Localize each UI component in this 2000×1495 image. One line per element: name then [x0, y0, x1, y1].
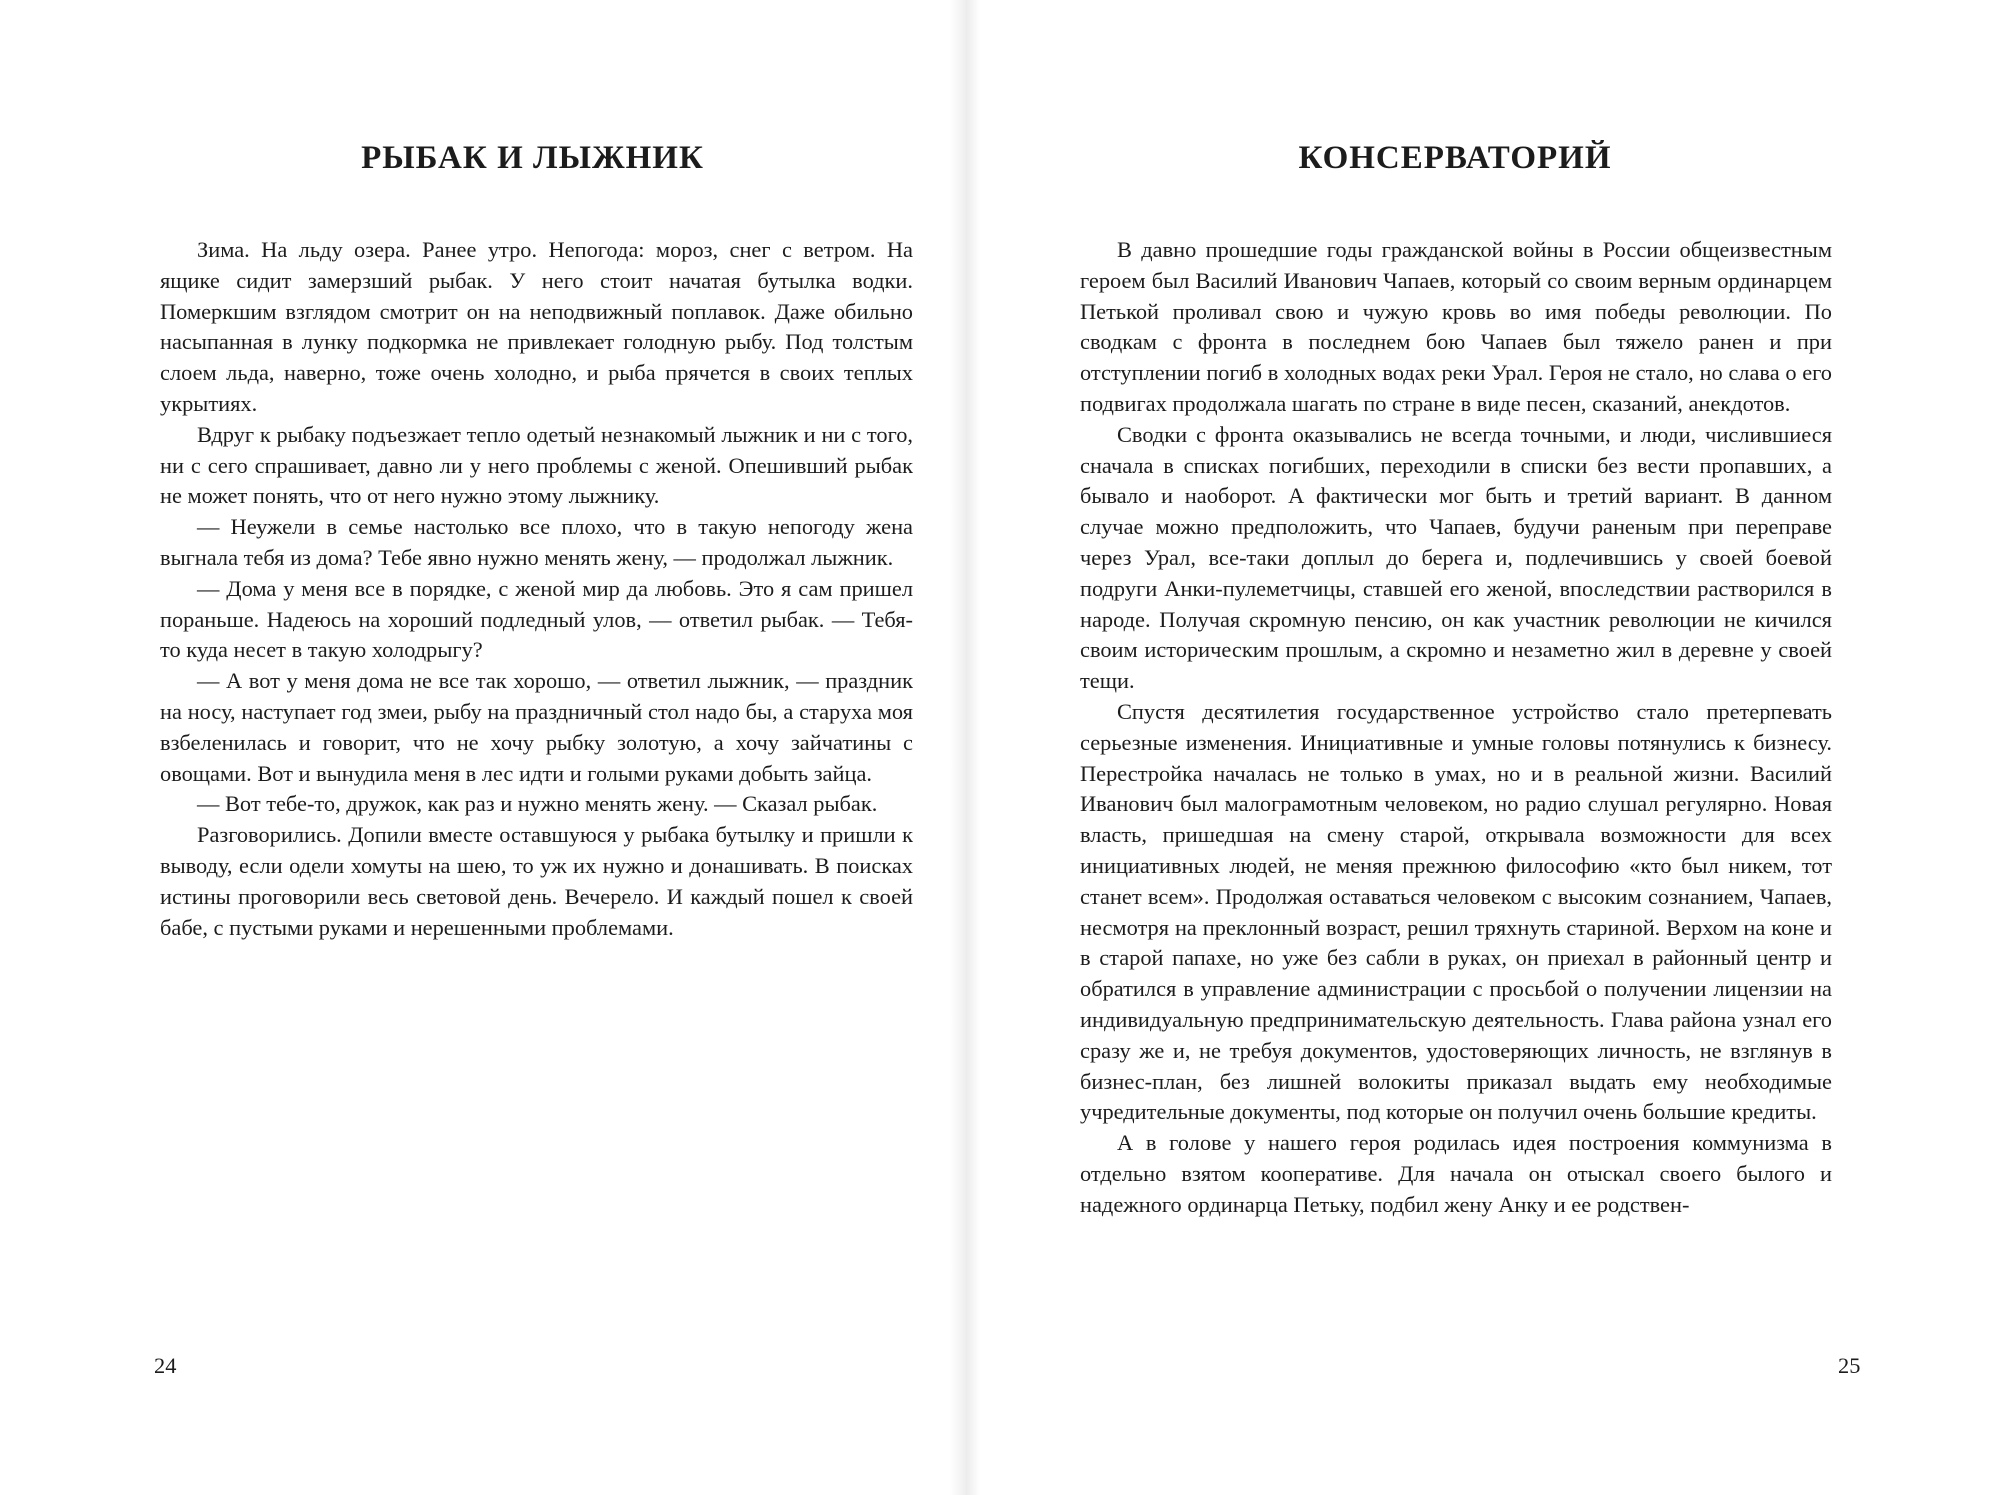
page-number: 25 — [1838, 1353, 1861, 1378]
left-page — [0, 0, 965, 1495]
right-page — [965, 0, 2000, 1495]
paragraph: Сводки с фронта оказывались не всегда точными, и люди, числившиеся сначала в списках погибших, переходили в списки без вести пропавших, а бывало и наоборот. А фактически мог быть и третий вариант. В данном случае можно предположить, что Чапаев, будучи раненым при переправе через Урал, все-таки доплыл до берега и, подлечившись у своей боевой подруги Анки-пулеметчицы, ставшей его женой, впоследствии растворился в народе. Получая скромную пенсию, он как участник революции не кичился своим историческим прошлым, а скромно и незаметно жил в деревне у своей тещи. — [1080, 421, 1832, 694]
paragraph: — Неужели в семье настолько все плохо, что в такую непогоду жена выгнала тебя из дома? Тебе явно нужно менять жену, — продолжал лыжник. — [160, 514, 913, 570]
story-text — [1080, 235, 1832, 1221]
paragraph: — Дома у меня все в порядке, с женой мир да любовь. Это я сам пришел пораньше. Надеюсь на хороший подледный улов, — ответил рыбак. — Тебя-то куда несет в такую холодрыгу? — [160, 575, 913, 663]
paragraph: Зима. На льду озера. Ранее утро. Непогода: мороз, снег с ветром. На ящике сидит замерзший рыбак. У него стоит начатая бутылка водки. Померкшим взглядом смотрит он на неподвижный поплавок. Даже обильно насыпанная в лунку подкормка не привлекает голодную рыбу. Под толстым слоем льда, наверно, тоже очень холодно, и рыба прячется в своих теплых укрытиях. — [160, 237, 913, 416]
paragraph: Вдруг к рыбаку подъезжает тепло одетый незнакомый лыжник и ни с того, ни с сего спрашивает, давно ли у него проблемы с женой. Опешивший рыбак не может понять, что от него нужно этому лыжнику. — [160, 421, 913, 509]
paragraph: Спустя десятилетия государственное устройство стало претерпевать серьезные изменения. Инициативные и умные головы потянулись к бизнесу. Перестройка началась не только в умах, но и в реальной жизни. Василий Иванович был малограмотным человеком, но радио слушал регулярно. Новая власть, пришедшая на смену старой, открывала возможности для всех инициативных людей, не меняя прежнюю философию «кто был никем, тот станет всем». Продолжая оставаться человеком с высоким сознанием, Чапаев, несмотря на преклонный возраст, решил тряхнуть стариной. Верхом на коне и в старой папахе, но уже без сабли в руках, он приехал в районный центр и обратился в управление администрации с просьбой о получении лицензии на индивидуальную предпринимательскую деятельность. Глава района узнал его сразу же и, не требуя документов, удостоверяющих личность, не взглянув в бизнес-план, без лишней волокиты приказал выдать ему необходимые учредительные документы, под которые он получил очень большие кредиты. — [1080, 698, 1832, 1125]
paragraph: — А вот у меня дома не все так хорошо, — ответил лыжник, — праздник на носу, наступает год змеи, рыбу на праздничный стол надо бы, а старуха моя взбеленилась и говорит, что не хочу рыбку золотую, а хочу зайчатины с овощами. Вот и вынудила меня в лес идти и голыми руками добыть зайца. — [160, 668, 913, 786]
story-title: РЫБАК И ЛЫЖНИК — [361, 140, 704, 176]
paragraph: Разговорились. Допили вместе оставшуюся у рыбака бутылку и пришли к выводу, если одели хомуты на шею, то уж их нужно и донашивать. В поисках истины проговорили весь световой день. Вечерело. И каждый пошел к своей бабе, с пустыми руками и нерешенными проблемами. — [160, 822, 913, 940]
story-title: КОНСЕРВАТОРИЙ — [1298, 140, 1612, 176]
paragraph: В давно прошедшие годы гражданской войны в России общеизвестным героем был Василий Иванович Чапаев, который со своим верным ординарцем Петькой проливал свою и чужую кровь во имя победы революции. По сводкам с фронта в последнем бою Чапаев был тяжело ранен и при отступлении погиб в холодных водах реки Урал. Героя не стало, но слава о его подвигах продолжала шагать по стране в виде песен, сказаний, анекдотов. — [1080, 237, 1832, 416]
paragraph: — Вот тебе-то, дружок, как раз и нужно менять жену. — Сказал рыбак. — [197, 791, 878, 817]
book-gutter — [950, 0, 980, 1495]
paragraph: А в голове у нашего героя родилась идея построения коммунизма в отдельно взятом кооперативе. Для начала он отыскал своего былого и надежного ординарца Петьку, подбил жену Анку и ее родствен- — [1080, 1130, 1832, 1217]
page-number: 24 — [154, 1353, 177, 1378]
story-text — [160, 235, 913, 943]
